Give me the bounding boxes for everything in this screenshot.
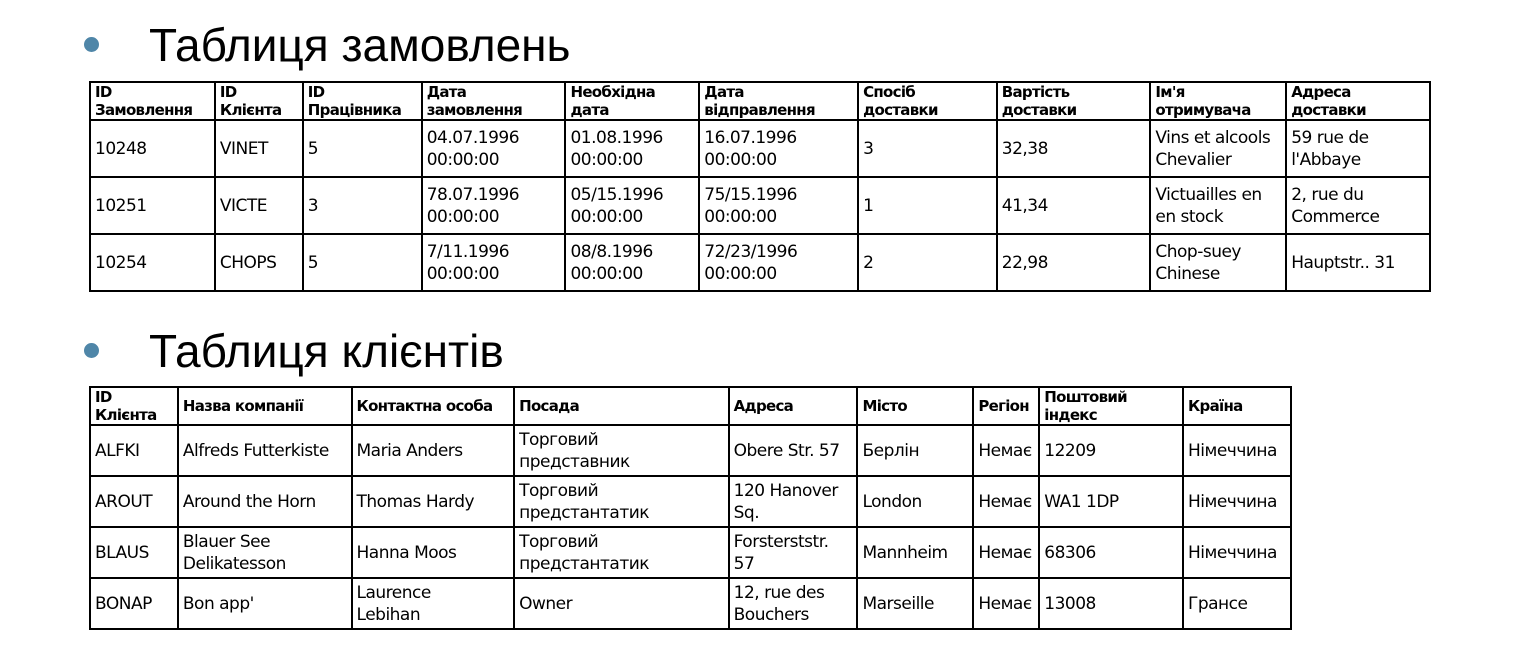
- table-cell: Obere Str. 57: [729, 425, 858, 476]
- orders-table: [89, 81, 1431, 292]
- table-cell: Немає: [973, 476, 1039, 527]
- table-cell: 01.08.1996 00:00:00: [565, 120, 699, 177]
- table-cell: 120 Hanover Sq.: [729, 476, 858, 527]
- table-cell: 08/8.1996 00:00:00: [565, 234, 699, 291]
- table-cell: 32,38: [997, 120, 1151, 177]
- table-cell: Laurence Lebihan: [352, 578, 515, 629]
- column-header: ID Клієнта: [90, 387, 178, 425]
- table-cell: Alfreds Futterkiste: [178, 425, 352, 476]
- table-row: [90, 120, 1430, 177]
- table-cell: Торговий представник: [514, 425, 729, 476]
- table-cell: Blauer See Delikatesson: [178, 527, 352, 578]
- table-cell: Немає: [973, 578, 1039, 629]
- column-header: Регіон: [973, 387, 1039, 425]
- column-header: Спосіб доставки: [858, 82, 997, 120]
- table-cell: 04.07.1996 00:00:00: [422, 120, 566, 177]
- table-cell: Victuailles en en stock: [1150, 177, 1286, 234]
- table-cell: 2: [858, 234, 997, 291]
- clients-table: [89, 386, 1292, 630]
- clients-header-row: [90, 387, 1291, 425]
- column-header: Назва компанії: [178, 387, 352, 425]
- table-cell: 12209: [1039, 425, 1183, 476]
- table-row: [90, 476, 1291, 527]
- table-cell: Bon app': [178, 578, 352, 629]
- column-header: Необхідна дата: [565, 82, 699, 120]
- table-cell: 3: [858, 120, 997, 177]
- table-cell: Thomas Hardy: [352, 476, 515, 527]
- table-row: [90, 234, 1430, 291]
- table-cell: WA1 1DP: [1039, 476, 1183, 527]
- table-cell: 05/15.1996 00:00:00: [565, 177, 699, 234]
- table-cell: 1: [858, 177, 997, 234]
- table-cell: 5: [303, 120, 422, 177]
- table-cell: Maria Anders: [352, 425, 515, 476]
- column-header: Дата замовлення: [422, 82, 566, 120]
- table-cell: Німеччина: [1183, 425, 1291, 476]
- column-header: ID Клієнта: [215, 82, 303, 120]
- table-cell: 22,98: [997, 234, 1151, 291]
- orders-table-title: Таблиця замовлень: [149, 19, 571, 71]
- column-header: ID Працівника: [303, 82, 422, 120]
- table-row: [90, 177, 1430, 234]
- table-cell: Берлін: [857, 425, 973, 476]
- table-cell: Німеччина: [1183, 527, 1291, 578]
- column-header: Країна: [1183, 387, 1291, 425]
- table-cell: VICTE: [215, 177, 303, 234]
- table-cell: Vins et alcools Chevalier: [1150, 120, 1286, 177]
- column-header: Адреса: [729, 387, 858, 425]
- table-row: [90, 578, 1291, 629]
- table-cell: Грансе: [1183, 578, 1291, 629]
- table-row: [90, 425, 1291, 476]
- table-cell: Німеччина: [1183, 476, 1291, 527]
- table-cell: London: [857, 476, 973, 527]
- clients-table-title: Таблиця клієнтів: [149, 325, 504, 377]
- table-cell: CHOPS: [215, 234, 303, 291]
- table-cell: 41,34: [997, 177, 1151, 234]
- column-header: Контактна особа: [352, 387, 515, 425]
- column-header: Дата відправлення: [699, 82, 858, 120]
- table-cell: Немає: [973, 527, 1039, 578]
- bullet-icon: [84, 37, 99, 52]
- column-header: Ім'я отримувача: [1150, 82, 1286, 120]
- column-header: Місто: [857, 387, 973, 425]
- table-cell: Торговий предстантатик: [514, 476, 729, 527]
- table-cell: 72/23/1996 00:00:00: [699, 234, 858, 291]
- table-cell: ALFKI: [90, 425, 178, 476]
- table-cell: AROUT: [90, 476, 178, 527]
- table-cell: 12, rue des Bouchers: [729, 578, 858, 629]
- table-cell: BLAUS: [90, 527, 178, 578]
- column-header: Посада: [514, 387, 729, 425]
- table-cell: Forsterststr. 57: [729, 527, 858, 578]
- table-cell: 78.07.1996 00:00:00: [422, 177, 566, 234]
- orders-header-row: [90, 82, 1430, 120]
- table-cell: Торговий предстантатик: [514, 527, 729, 578]
- bullet-icon: [84, 343, 99, 358]
- table-cell: Chop-suey Chinese: [1150, 234, 1286, 291]
- table-cell: Mannheim: [857, 527, 973, 578]
- table-cell: 5: [303, 234, 422, 291]
- table-cell: 7/11.1996 00:00:00: [422, 234, 566, 291]
- table-cell: Owner: [514, 578, 729, 629]
- table-cell: 68306: [1039, 527, 1183, 578]
- table-cell: BONAP: [90, 578, 178, 629]
- table-cell: 10248: [90, 120, 215, 177]
- table-cell: Around the Horn: [178, 476, 352, 527]
- table-cell: Немає: [973, 425, 1039, 476]
- table-cell: 16.07.1996 00:00:00: [699, 120, 858, 177]
- table-cell: Marseille: [857, 578, 973, 629]
- table-cell: Hauptstr.. 31: [1286, 234, 1430, 291]
- table-cell: 2, rue du Commerce: [1286, 177, 1430, 234]
- table-cell: Hanna Moos: [352, 527, 515, 578]
- table-cell: 10254: [90, 234, 215, 291]
- column-header: Поштовий індекс: [1039, 387, 1183, 425]
- column-header: Адреса доставки: [1286, 82, 1430, 120]
- table-cell: VINET: [215, 120, 303, 177]
- column-header: Вартість доставки: [997, 82, 1151, 120]
- table-cell: 10251: [90, 177, 215, 234]
- table-row: [90, 527, 1291, 578]
- table-cell: 75/15.1996 00:00:00: [699, 177, 858, 234]
- table-cell: 59 rue de l'Abbaye: [1286, 120, 1430, 177]
- table-cell: 3: [303, 177, 422, 234]
- column-header: ID Замовлення: [90, 82, 215, 120]
- table-cell: 13008: [1039, 578, 1183, 629]
